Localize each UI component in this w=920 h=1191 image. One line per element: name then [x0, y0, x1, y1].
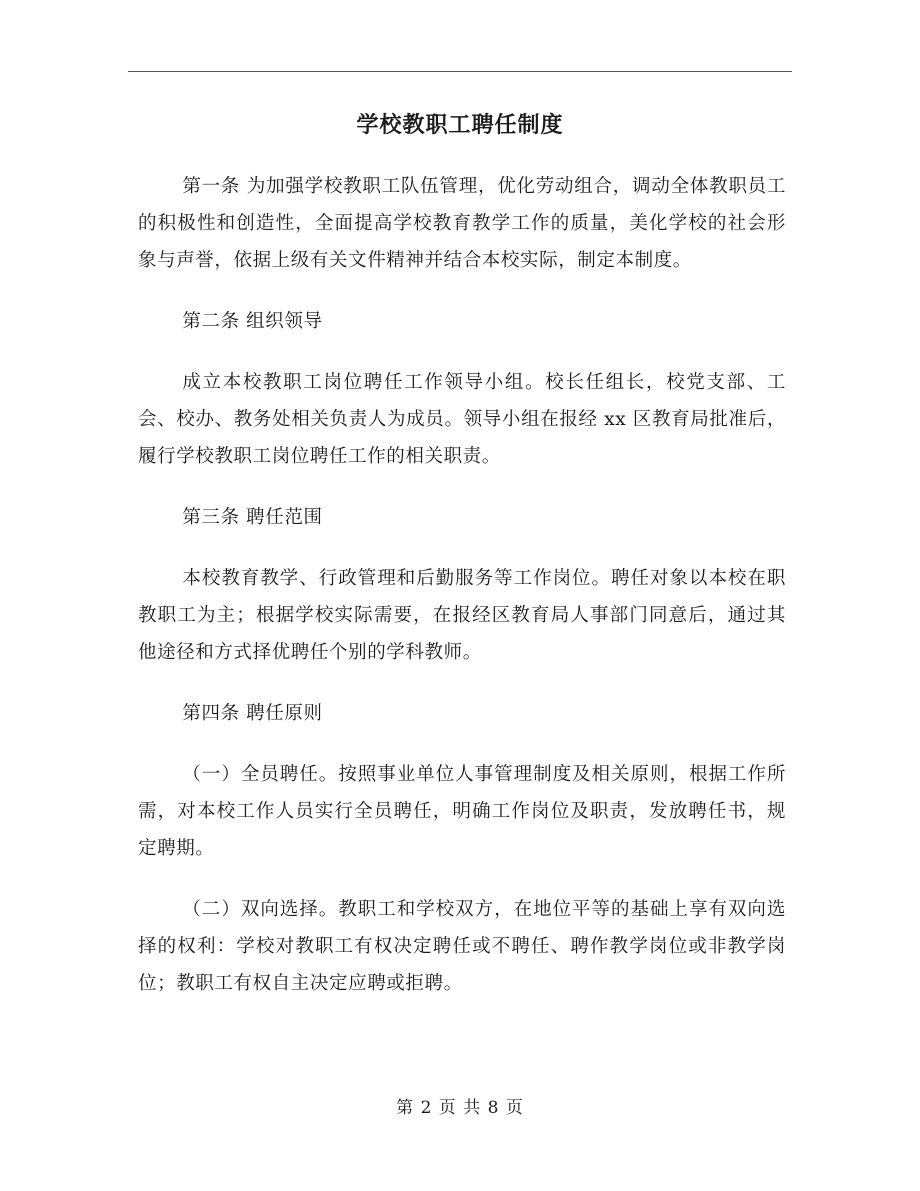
- document-title: 学校教职工聘任制度: [356, 112, 564, 138]
- principle-2-paragraph: （二）双向选择。教职工和学校双方，在地位平等的基础上享有双向选择的权利：学校对教职工有权决定聘任或不聘任、聘作教学岗位或非教学岗位；教职工有权自主决定应聘或拒聘。: [138, 899, 786, 994]
- principle-1-paragraph: （一）全员聘任。按照事业单位人事管理制度及相关原则，根据工作所需，对本校工作人员实行全员聘任，明确工作岗位及职责，发放聘任书，规定聘期。: [138, 764, 786, 859]
- article-3-paragraph: 本校教育教学、行政管理和后勤服务等工作岗位。聘任对象以本校在职教职工为主；根据学校实际需要，在报经区教育局人事部门同意后，通过其他途径和方式择优聘任个别的学科教师。: [138, 568, 786, 663]
- page-number-footer: 第 2 页 共 8 页: [396, 1098, 524, 1118]
- document-body: [138, 168, 786, 1026]
- article-2-paragraph: 成立本校教职工岗位聘任工作领导小组。校长任组长，校党支部、工会、校办、教务处相关负责人为成员。领导小组在报经 xx 区教育局批准后，履行学校教职工岗位聘任工作的相关职责。: [138, 372, 786, 467]
- article-3-heading: 第三条 聘任范围: [182, 507, 323, 528]
- article-1-paragraph: 第一条 为加强学校教职工队伍管理，优化劳动组合，调动全体教职员工的积极性和创造性，全面提高学校教育教学工作的质量，美化学校的社会形象与声誉，依据上级有关文件精神并结合本校实际，制定本制度。: [138, 176, 786, 271]
- article-4-heading: 第四条 聘任原则: [182, 703, 323, 724]
- article-2-heading: 第二条 组织领导: [182, 311, 323, 332]
- header-rule: [128, 71, 792, 72]
